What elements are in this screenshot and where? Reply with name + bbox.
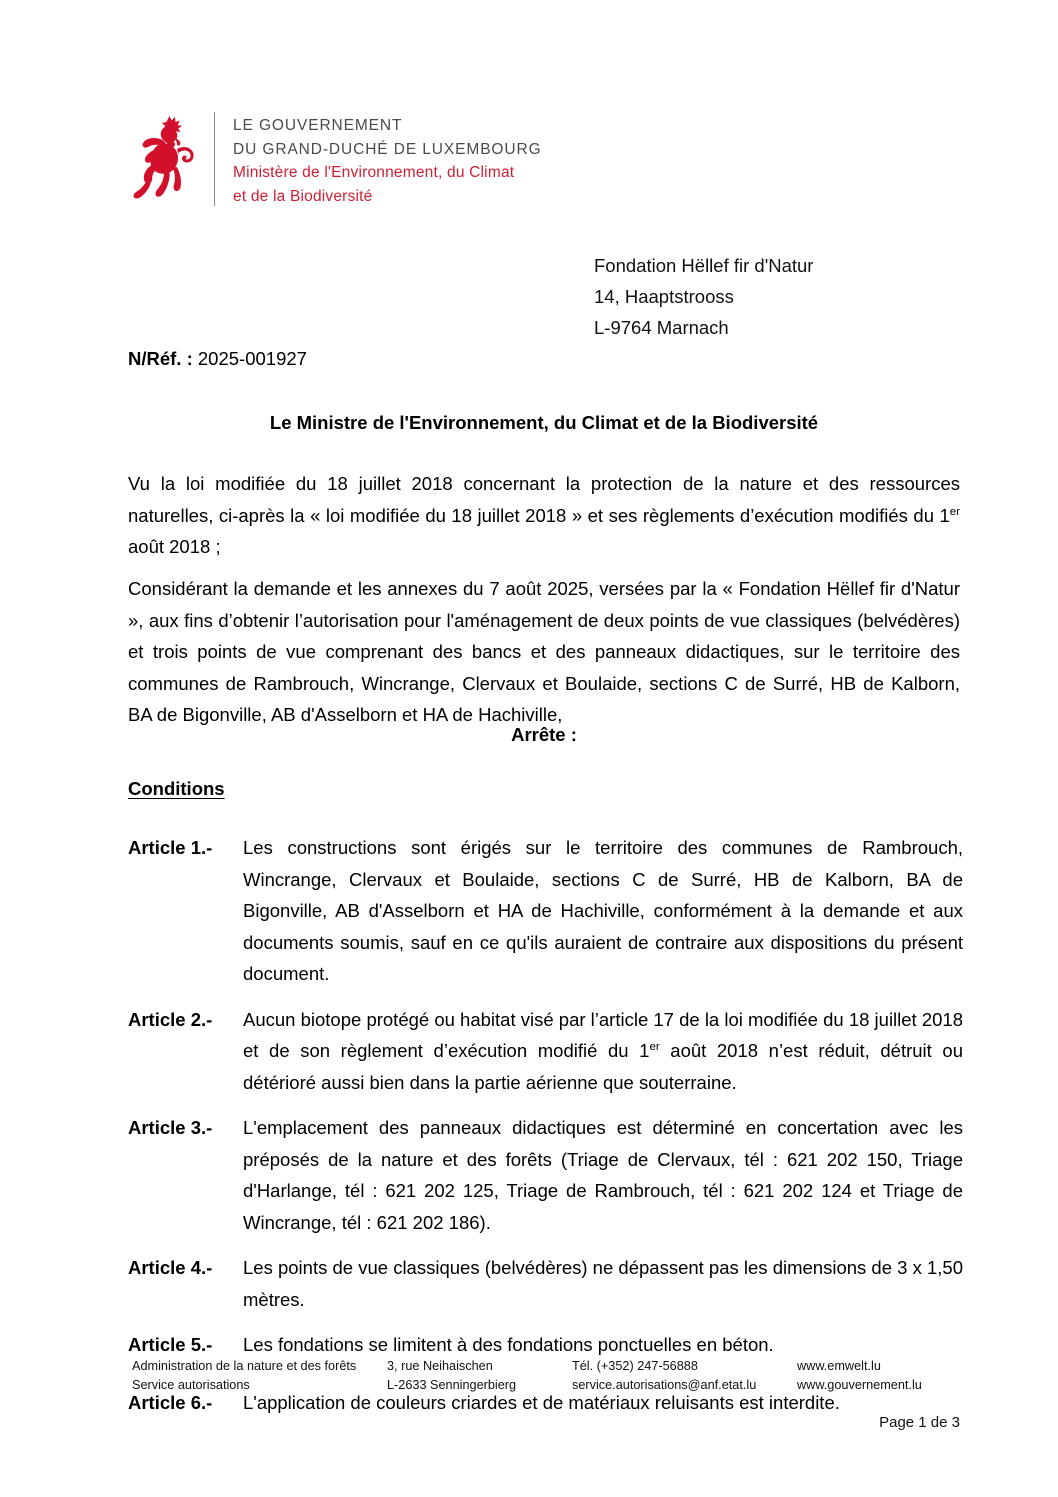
- footer-department-name: Administration de la nature et des forêts: [132, 1359, 357, 1373]
- paragraph-vu-text-suffix: août 2018 ;: [128, 536, 221, 557]
- address-line-city: L-9764 Marnach: [594, 317, 729, 338]
- article-label: Article 1.-: [128, 837, 213, 858]
- letterhead-line-ministry-2: et de la Biodiversité: [233, 187, 373, 205]
- footer-website-emwelt[interactable]: www.emwelt.lu: [797, 1359, 881, 1373]
- article-label: Article 5.-: [128, 1334, 213, 1355]
- footer-email[interactable]: service.autorisations@anf.etat.lu: [572, 1378, 757, 1392]
- footer-column-address: [387, 1357, 572, 1395]
- footer-website-gouvernement[interactable]: www.gouvernement.lu: [797, 1378, 922, 1392]
- article-label: Article 2.-: [128, 1008, 213, 1030]
- letterhead-divider: [214, 112, 215, 206]
- article-item: [128, 1112, 963, 1238]
- paragraph-vu-superscript: er: [949, 505, 960, 518]
- article-text-prefix: Aucun biotope protégé ou habitat visé par l’article 17 de la loi modifiée du 18 juillet 2018 et de son règlement d’exécution modifié du 1: [243, 1008, 963, 1061]
- article-text: Les points de vue classiques (belvédères) ne dépassent pas les dimensions de 3 x 1,50 mètres.: [243, 1257, 963, 1310]
- article-text: Les constructions sont érigés sur le territoire des communes de Rambrouch, Wincrange, Clervaux et Boulaide, sections C de Surré, HB de Kalborn, BA de Bigonville, AB d'Asselborn et HA de Hachiville, conformément à la demande et aux documents soumis, sauf en ce qu'ils auraient de contraire aux dispositions du présent document.: [243, 837, 963, 984]
- footer-address-street: 3, rue Neihaischen: [387, 1359, 493, 1373]
- article-text: L'application de couleurs criardes et de matériaux reluisants est interdite.: [243, 1391, 840, 1413]
- article-text: [243, 1004, 963, 1099]
- article-item: [128, 832, 963, 990]
- letterhead-line-grand-duchy: DU GRAND-DUCHÉ DE LUXEMBOURG: [233, 140, 542, 158]
- page-number: Page 1 de 3: [879, 1414, 960, 1431]
- paragraph-vu-text-prefix: Vu la loi modifiée du 18 juillet 2018 concernant la protection de la nature et des ressources naturelles, ci-après la « loi modifiée du 18 juillet 2018 » et ses règlements d’exécution modifiés du 1: [128, 473, 960, 526]
- article-text: L'emplacement des panneaux didactiques est déterminé en concertation avec les préposés de la nature et des forêts (Triage de Clervaux, tél : 621 202 150, Triage d'Harlange, tél : 621 202 125, Triage de Rambrouch, tél : 621 202 124 et Triage de Wincrange, tél : 621 202 186).: [243, 1117, 963, 1233]
- footer-column-department: [132, 1357, 387, 1395]
- footer-column-websites: [797, 1357, 962, 1395]
- address-line-organisation: Fondation Hëllef fir d'Natur: [594, 255, 814, 276]
- article-label: Article 6.-: [128, 1391, 213, 1413]
- paragraph-considerant: Considérant la demande et les annexes du 7 août 2025, versées par la « Fondation Hëllef fir d'Natur », aux fins d’obtenir l’autorisation pour l'aménagement de deux points de vue classiques (belvédères) et trois points de vue comprenant des bancs et des panneaux didactiques, sur le territoire des communes de Rambrouch, Wincrange, Clervaux et Boulaide, sections C de Surré, HB de Kalborn, BA de Bigonville, AB d'Asselborn et HA de Hachiville,: [128, 578, 960, 725]
- reference-line: [128, 345, 307, 373]
- article-item: [128, 1252, 963, 1315]
- letterhead-text: [233, 110, 542, 208]
- minister-title: Le Ministre de l'Environnement, du Climat et de la Biodiversité: [269, 412, 819, 433]
- letterhead-line-ministry-1: Ministère de l'Environnement, du Climat: [233, 164, 515, 181]
- conditions-heading: Conditions: [128, 778, 225, 799]
- luxembourg-lion-icon: [128, 110, 200, 206]
- article-label: Article 3.-: [128, 1117, 213, 1138]
- article-item: [128, 1004, 963, 1099]
- letterhead: [128, 110, 542, 208]
- article-label: Article 4.-: [128, 1257, 213, 1278]
- article-text-suffix: août 2018 n’est réduit, détruit ou détérioré aussi bien dans la partie aérienne que souterraine.: [243, 1040, 963, 1093]
- footer-address-city: L-2633 Senningerbierg: [387, 1378, 517, 1392]
- footer-column-contact: [572, 1357, 797, 1395]
- recipient-address: [594, 250, 813, 343]
- paragraph-vu-la-loi: [128, 468, 960, 563]
- article-text: Les fondations se limitent à des fondations ponctuelles en béton.: [243, 1334, 774, 1355]
- article-text-superscript: er: [649, 1040, 660, 1053]
- page-footer: [132, 1357, 962, 1395]
- reference-label: N/Réf. :: [128, 348, 193, 369]
- address-line-street: 14, Haaptstrooss: [594, 286, 734, 307]
- articles-list: [128, 832, 963, 1418]
- article-item: [128, 1329, 963, 1361]
- letterhead-line-government: LE GOUVERNEMENT: [233, 117, 403, 134]
- footer-phone: Tél. (+352) 247-56888: [572, 1359, 698, 1373]
- arrete-heading: Arrête :: [511, 724, 577, 745]
- footer-service-name: Service autorisations: [132, 1378, 250, 1392]
- reference-value: 2025-001927: [197, 348, 307, 369]
